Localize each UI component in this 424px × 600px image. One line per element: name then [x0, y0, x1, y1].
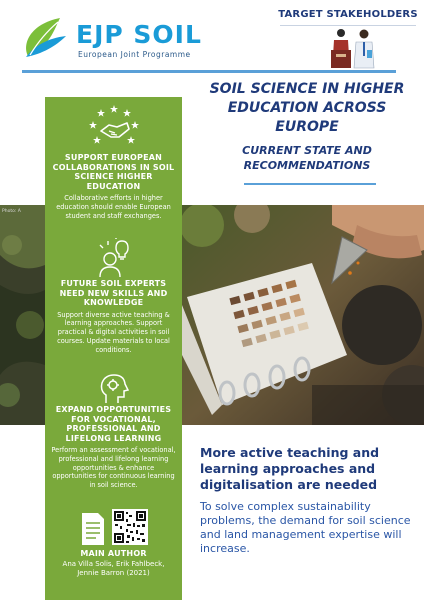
author-title: MAIN AUTHOR: [80, 549, 147, 558]
target-stakeholders-title: TARGET STAKEHOLDERS: [278, 9, 418, 20]
eu-handshake-icon: [89, 103, 139, 153]
author-names: Ana Villa Solis, Erik Fahlbeck, Jennie Barron (2021): [62, 559, 165, 577]
section-1-title: SUPPORT EUROPEAN COLLABORATIONS IN SOIL SCIENCE HIGHER EDUCATION: [52, 153, 175, 191]
section-3-text: Perform an assessment of vocational, professional and lifelong learning opportunities & enhance opportunities for continuous learning in soil science.: [51, 446, 176, 490]
document-icon: [78, 511, 108, 547]
recommendations-panel: [45, 97, 182, 600]
photo-left-strip: [0, 205, 45, 425]
section-3-title: EXPAND OPPORTUNITIES FOR VOCATIONAL, PROFESSIONAL AND LIFELONG LEARNING: [55, 405, 172, 443]
leaf-logo-icon: [20, 16, 70, 60]
lecturer-icon: [331, 29, 351, 68]
section-learning: [45, 373, 182, 490]
section-2-title: FUTURE SOIL EXPERTS NEED NEW SKILLS AND KNOWLEDGE: [59, 279, 168, 307]
title-rule: [244, 183, 376, 185]
head-gear-icon: [96, 373, 132, 405]
qr-code-icon[interactable]: [112, 509, 148, 545]
author-icons: [78, 509, 150, 549]
author-section: [45, 509, 182, 578]
section-skills: [45, 237, 182, 354]
brand-tagline: European Joint Programme: [78, 50, 191, 59]
ejp-soil-logo: [20, 14, 210, 64]
header-rule: [22, 70, 396, 73]
section-1-text: Collaborative efforts in higher education should enable European student and staff exchanges.: [56, 194, 171, 220]
stakeholder-icons: [328, 26, 378, 70]
brand-name: EJP SOIL: [76, 20, 202, 49]
section-2-text: Support diverse active teaching & learning approaches. Support practical & digital activities in soil courses. Update materials to local conditions.: [57, 310, 170, 354]
scientist-icon: [354, 30, 374, 69]
expert-idea-icon: [94, 237, 134, 279]
section-collaboration: [45, 103, 182, 220]
soil-colour-chart-photo: [182, 205, 424, 425]
key-message-text: To solve complex sustainability problems, the demand for soil science and land management expertise will increase.: [200, 500, 411, 555]
page-title: SOIL SCIENCE IN HIGHER EDUCATION ACROSS EUROPE: [209, 81, 405, 135]
page-subtitle: CURRENT STATE AND RECOMMENDATIONS: [242, 144, 372, 172]
photo-credit: Photo: A: [2, 209, 21, 214]
key-message-headline: More active teaching and learning approaches and digitalisation are needed: [200, 445, 380, 492]
